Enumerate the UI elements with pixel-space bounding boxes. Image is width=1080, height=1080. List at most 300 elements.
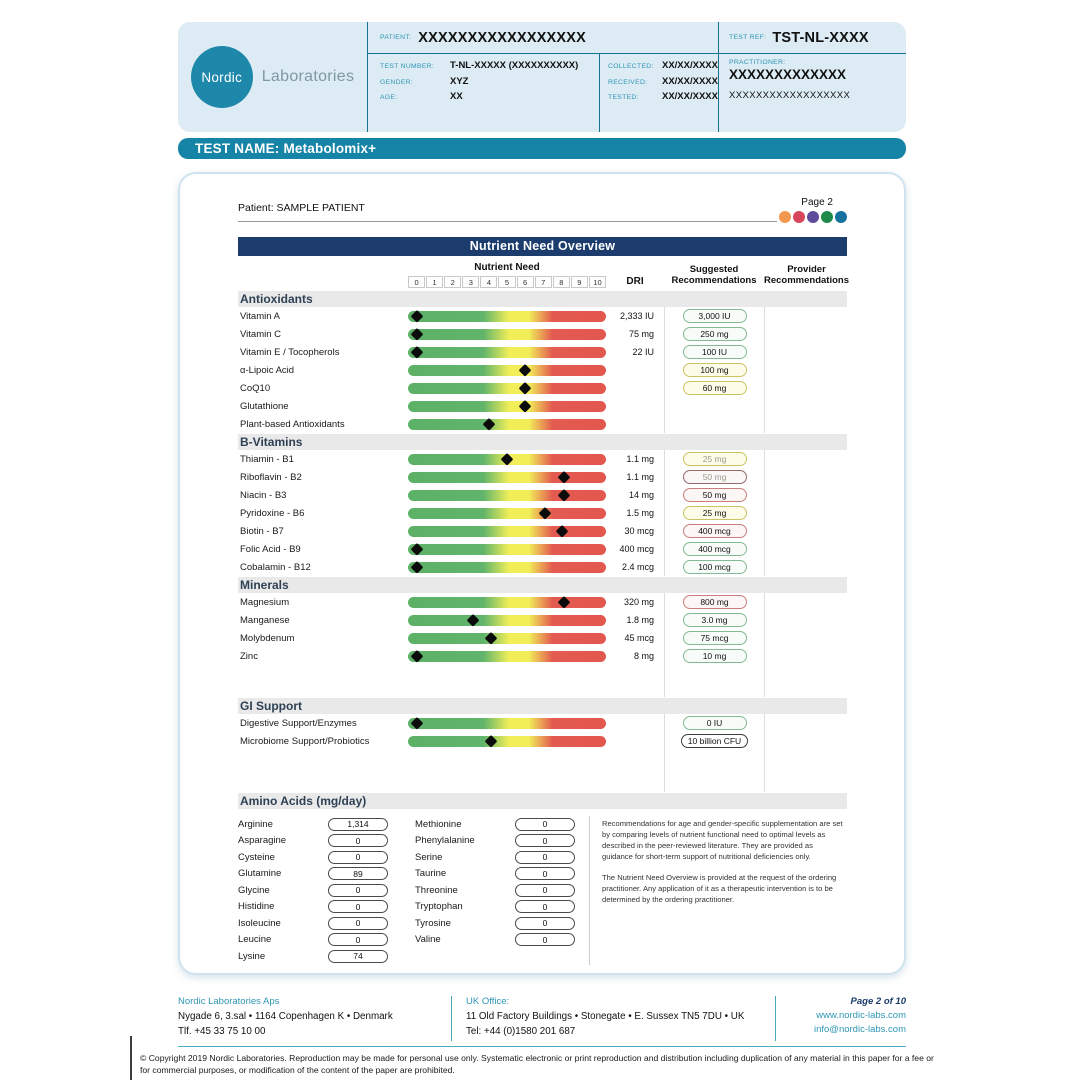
amino-row <box>238 899 388 916</box>
nutrient-need-bar <box>408 468 606 486</box>
nutrient-need-bar <box>408 504 606 522</box>
page-dot-icon <box>821 211 833 223</box>
suggested-recommendation-cell <box>664 504 764 522</box>
nutrient-name: Molybdenum <box>240 632 295 644</box>
suggested-recommendation-cell <box>664 379 764 397</box>
nutrient-row <box>238 450 847 468</box>
suggested-recommendation-cell <box>664 325 764 343</box>
page-dot-icon <box>835 211 847 223</box>
dri-value: 400 mcg <box>619 544 654 554</box>
need-gradient-bar <box>408 508 606 519</box>
copyright-text: © Copyright 2019 Nordic Laboratories. Reproduction may be made for personal use only. Systematic electronic or print reproduction and distribution including duplication of any material in this paper for a fee or for commercial purposes, or modification of the content of the paper are prohibited. <box>140 1053 934 1076</box>
suggested-recommendation-cell <box>664 558 764 576</box>
header-field <box>380 76 599 87</box>
test-ref-value: TST-NL-XXXX <box>772 29 869 46</box>
section-gap <box>238 750 847 792</box>
nutrient-name: α-Lipoic Acid <box>240 364 295 376</box>
provider-recommendation-cell <box>764 415 849 433</box>
amino-row <box>238 915 388 932</box>
nutrient-need-bar <box>408 361 606 379</box>
patient-row <box>238 196 847 233</box>
nutrient-need-bar <box>408 379 606 397</box>
suggested-recommendation-cell <box>664 611 764 629</box>
recommendation-pill: 100 mg <box>683 363 747 377</box>
provider-recommendation-cell <box>764 307 849 325</box>
page-dot-icon <box>807 211 819 223</box>
amino-row <box>238 866 388 883</box>
amino-value-pill: 0 <box>515 900 575 913</box>
amino-name: Threonine <box>415 884 458 896</box>
header-field-value: T-NL-XXXXX (XXXXXXXXXX) <box>450 60 579 71</box>
nutrient-need-bar <box>408 415 606 433</box>
scale-tick: 0 <box>408 276 425 288</box>
provider-recommendation-cell <box>764 558 849 576</box>
recommendation-pill: 3.0 mg <box>683 613 747 627</box>
header-field-label: TESTED: <box>608 94 639 101</box>
practitioner-value2: XXXXXXXXXXXXXXXXXX <box>729 90 851 101</box>
suggested-recommendation-cell <box>664 450 764 468</box>
suggested-recommendation-cell <box>664 486 764 504</box>
header-fields-left <box>367 54 599 132</box>
need-gradient-bar <box>408 736 606 747</box>
amino-name: Isoleucine <box>238 917 281 929</box>
amino-row <box>415 915 575 932</box>
amino-name: Taurine <box>415 868 447 880</box>
col-dri: DRI <box>626 276 644 287</box>
footer-links <box>775 996 906 1041</box>
provider-recommendation-cell <box>764 343 849 361</box>
header-info <box>367 22 906 132</box>
footer <box>178 996 906 1041</box>
nutrient-name: Cobalamin - B12 <box>240 561 311 573</box>
recommendation-pill: 50 mg <box>683 470 747 484</box>
patient-field <box>367 22 718 53</box>
header-field-label: TEST NUMBER: <box>380 63 435 70</box>
nutrient-row <box>238 558 847 576</box>
suggested-recommendation-cell <box>664 593 764 611</box>
patient-label: PATIENT: <box>380 34 412 41</box>
recommendation-pill: 75 mcg <box>683 631 747 645</box>
recommendation-pill: 800 mg <box>683 595 747 609</box>
need-gradient-bar <box>408 365 606 376</box>
amino-value-pill: 0 <box>515 933 575 946</box>
nutrient-row <box>238 714 847 732</box>
nutrient-need-bar <box>408 732 606 750</box>
nutrient-need-bar <box>408 647 606 665</box>
patient-rule <box>238 221 777 222</box>
dri-value: 30 mcg <box>624 526 654 536</box>
recommendation-pill: 100 IU <box>683 345 747 359</box>
nutrient-row <box>238 611 847 629</box>
footer-uk-address: 11 Old Factory Buildings • Stonegate • E. Sussex TN5 7DU • UK <box>466 1011 745 1022</box>
nutrient-row <box>238 361 847 379</box>
provider-recommendation-cell <box>764 629 849 647</box>
footer-rule <box>178 1046 906 1047</box>
dri-value: 320 mg <box>623 597 654 607</box>
provider-recommendation-cell <box>764 522 849 540</box>
dri-value <box>606 397 664 415</box>
amino-row <box>238 833 388 850</box>
amino-row <box>415 866 575 883</box>
provider-recommendation-cell <box>764 504 849 522</box>
provider-recommendation-cell <box>764 325 849 343</box>
paper-edge-line <box>130 1036 132 1080</box>
logo-word: Laboratories <box>261 68 355 85</box>
amino-value-pill: 0 <box>515 818 575 831</box>
header-field-value: XX/XX/XXXX <box>662 75 718 87</box>
header-card <box>178 22 906 132</box>
provider-recommendation-cell <box>764 379 849 397</box>
section-header-b-vitamins: B-Vitamins <box>238 434 847 450</box>
provider-recommendation-cell <box>764 397 849 415</box>
amino-name: Histidine <box>238 901 275 913</box>
nutrient-name: Vitamin C <box>240 328 282 340</box>
header-field <box>608 60 718 71</box>
amino-row <box>238 882 388 899</box>
practitioner-value: XXXXXXXXXXXXX <box>729 67 847 82</box>
need-gradient-bar <box>408 615 606 626</box>
nutrient-row <box>238 468 847 486</box>
footer-denmark-office <box>178 996 451 1041</box>
amino-row <box>238 948 388 965</box>
need-gradient-bar <box>408 401 606 412</box>
nutrient-row <box>238 522 847 540</box>
recommendation-pill: 25 mg <box>683 452 747 466</box>
nutrient-row <box>238 343 847 361</box>
amino-note: Recommendations for age and gender-specific supplementation are set by comparing levels of nutrient functional need to optimal levels as described in the peer-reviewed literature. They are provided as guidance for short-term support of nutritional deficiencies only. <box>602 819 843 861</box>
section-gap <box>238 665 847 697</box>
nutrient-need-bar <box>408 714 606 732</box>
scale-tick: 7 <box>535 276 552 288</box>
nutrient-row <box>238 593 847 611</box>
provider-recommendation-cell <box>764 486 849 504</box>
nutrient-need-bar <box>408 307 606 325</box>
scale-tick: 10 <box>589 276 606 288</box>
nutrient-name: Thiamin - B1 <box>240 453 294 465</box>
nutrient-row <box>238 325 847 343</box>
overview-title-bar: Nutrient Need Overview <box>238 237 847 256</box>
sections <box>238 291 847 792</box>
logo-circle-icon <box>191 46 253 108</box>
amino-value-pill: 0 <box>328 834 388 847</box>
amino-name: Asparagine <box>238 835 287 847</box>
dri-value: 1.8 mg <box>626 615 654 625</box>
footer-company-name: Nordic Laboratories Aps <box>178 996 280 1007</box>
scale-tick: 9 <box>571 276 588 288</box>
provider-recommendation-cell <box>764 732 849 750</box>
practitioner-field <box>718 54 906 132</box>
nutrient-need-bar <box>408 629 606 647</box>
amino-value-pill: 0 <box>328 917 388 930</box>
provider-recommendation-cell <box>764 714 849 732</box>
need-gradient-bar <box>408 472 606 483</box>
patient-line: Patient: SAMPLE PATIENT <box>238 202 365 214</box>
nutrient-name: Glutathione <box>240 400 289 412</box>
dri-value <box>606 732 664 750</box>
scale-tick: 2 <box>444 276 461 288</box>
header-field-label: GENDER: <box>380 78 414 86</box>
test-ref-field <box>718 22 906 53</box>
page-dot-icon <box>779 211 791 223</box>
nutrient-row <box>238 486 847 504</box>
footer-dk-address: Nygade 6, 3.sal • 1164 Copenhagen K • Denmark <box>178 1011 393 1022</box>
nutrient-name: Biotin - B7 <box>240 525 284 537</box>
dri-value: 14 mg <box>628 490 654 500</box>
amino-name: Glutamine <box>238 868 282 880</box>
nutrient-name: Zinc <box>240 650 258 662</box>
need-gradient-bar <box>408 347 606 358</box>
provider-recommendation-cell <box>764 611 849 629</box>
suggested-recommendation-cell <box>664 468 764 486</box>
footer-uk-phone: Tel: +44 (0)1580 201 687 <box>466 1026 576 1037</box>
header-field-label: COLLECTED: <box>608 63 654 70</box>
provider-recommendation-cell <box>764 540 849 558</box>
amino-name: Arginine <box>238 818 273 830</box>
recommendation-pill: 3,000 IU <box>683 309 747 323</box>
dri-value <box>606 379 664 397</box>
amino-row <box>415 932 575 949</box>
nutrient-name: Microbiome Support/Probiotics <box>240 735 370 747</box>
suggested-recommendation-cell <box>664 343 764 361</box>
footer-dk-phone: Tlf. +45 33 75 10 00 <box>178 1026 266 1037</box>
amino-row <box>415 882 575 899</box>
dri-value <box>606 415 664 433</box>
nutrient-need-bar <box>408 558 606 576</box>
amino-name: Leucine <box>238 934 272 946</box>
page-label: Page 2 <box>801 197 833 208</box>
col-nutrient-need: Nutrient Need <box>474 262 540 273</box>
header-field-value: XX/XX/XXXX <box>662 91 718 102</box>
nutrient-need-bar <box>408 540 606 558</box>
section-header-gi-support: GI Support <box>238 698 847 714</box>
nutrient-name: Vitamin E / Tocopherols <box>240 346 340 358</box>
nutrient-name: Magnesium <box>240 596 290 608</box>
col-provider: Provider Recommendations <box>764 264 849 287</box>
amino-row <box>238 932 388 949</box>
nutrient-name: Pyridoxine - B6 <box>240 507 305 519</box>
provider-recommendation-cell <box>764 361 849 379</box>
amino-name: Glycine <box>238 884 270 896</box>
amino-name: Tyrosine <box>415 917 451 929</box>
nutrient-row <box>238 307 847 325</box>
suggested-recommendation-cell <box>664 629 764 647</box>
nutrient-name: Digestive Support/Enzymes <box>240 717 357 729</box>
amino-value-pill: 0 <box>515 867 575 880</box>
page-dots <box>779 211 847 223</box>
nordic-laboratories-logo <box>178 22 367 132</box>
dri-value: 2,333 IU <box>619 311 654 321</box>
dri-value: 1.1 mg <box>626 472 654 482</box>
footer-uk-title: UK Office: <box>466 996 510 1007</box>
provider-recommendation-cell <box>764 593 849 611</box>
need-gradient-bar <box>408 526 606 537</box>
need-gradient-bar <box>408 597 606 608</box>
nutrient-need-bar <box>408 343 606 361</box>
recommendation-pill: 60 mg <box>683 381 747 395</box>
need-gradient-bar <box>408 562 606 573</box>
nutrient-need-bar <box>408 486 606 504</box>
need-gradient-bar <box>408 383 606 394</box>
amino-row <box>415 899 575 916</box>
scale-boxes <box>408 276 606 288</box>
suggested-recommendation-cell <box>664 397 764 415</box>
recommendation-pill: 0 IU <box>683 716 747 730</box>
nutrient-need-bar <box>408 522 606 540</box>
test-name-bar: TEST NAME: Metabolomix+ <box>178 138 906 159</box>
suggested-recommendation-cell <box>664 415 764 433</box>
amino-row <box>415 849 575 866</box>
nutrient-row <box>238 540 847 558</box>
suggested-recommendation-cell <box>664 540 764 558</box>
nutrient-row <box>238 415 847 433</box>
amino-row <box>415 833 575 850</box>
amino-value-pill: 74 <box>328 950 388 963</box>
nutrient-need-bar <box>408 611 606 629</box>
need-gradient-bar <box>408 718 606 729</box>
nutrient-row <box>238 647 847 665</box>
dri-value: 75 mg <box>628 329 654 339</box>
page-dot-icon <box>793 211 805 223</box>
nutrient-row <box>238 629 847 647</box>
scale-tick: 3 <box>462 276 479 288</box>
dri-value: 8 mg <box>633 651 654 661</box>
amino-row <box>238 849 388 866</box>
dri-value: 2.4 mcg <box>621 562 654 572</box>
section-header-antioxidants: Antioxidants <box>238 291 847 307</box>
provider-recommendation-cell <box>764 468 849 486</box>
amino-value-pill: 0 <box>328 933 388 946</box>
nutrient-need-bar <box>408 397 606 415</box>
need-gradient-bar <box>408 651 606 662</box>
recommendation-pill: 400 mcg <box>683 542 747 556</box>
suggested-recommendation-cell <box>664 714 764 732</box>
scale-tick: 5 <box>498 276 515 288</box>
need-gradient-bar <box>408 544 606 555</box>
amino-value-pill: 0 <box>515 834 575 847</box>
amino-col-2 <box>415 816 575 965</box>
suggested-recommendation-cell <box>664 522 764 540</box>
header-field-value: XX/XX/XXXX <box>662 60 718 71</box>
recommendation-pill: 10 mg <box>683 649 747 663</box>
section-header-minerals: Minerals <box>238 577 847 593</box>
patient-value: XXXXXXXXXXXXXXXXX <box>418 29 587 46</box>
amino-value-pill: 0 <box>328 851 388 864</box>
footer-uk-office <box>451 996 775 1041</box>
header-field-value: XYZ <box>450 75 469 87</box>
amino-value-pill: 89 <box>328 867 388 880</box>
scale-tick: 8 <box>553 276 570 288</box>
nutrient-name: Manganese <box>240 614 290 626</box>
nutrient-name: Vitamin A <box>240 310 280 322</box>
need-gradient-bar <box>408 490 606 501</box>
test-ref-label: TEST REF: <box>729 34 767 41</box>
amino-acids-area <box>238 816 847 965</box>
practitioner-label: PRACTITIONER: <box>729 59 786 66</box>
suggested-recommendation-cell <box>664 307 764 325</box>
amino-name: Methionine <box>415 818 462 830</box>
nutrient-name: Riboflavin - B2 <box>240 471 302 483</box>
header-field <box>380 60 599 71</box>
amino-name: Phenylalanine <box>415 835 475 847</box>
amino-name: Serine <box>415 851 443 863</box>
scale-tick: 1 <box>426 276 443 288</box>
recommendation-pill: 250 mg <box>683 327 747 341</box>
recommendation-pill: 100 mcg <box>683 560 747 574</box>
provider-recommendation-cell <box>764 450 849 468</box>
recommendation-pill: 25 mg <box>683 506 747 520</box>
nutrient-need-bar <box>408 450 606 468</box>
amino-value-pill: 1,314 <box>328 818 388 831</box>
amino-name: Lysine <box>238 950 266 962</box>
suggested-recommendation-cell <box>664 732 764 750</box>
amino-value-pill: 0 <box>328 884 388 897</box>
amino-name: Tryptophan <box>415 901 463 913</box>
nutrient-name: CoQ10 <box>240 382 271 394</box>
recommendation-notes <box>589 816 847 965</box>
need-gradient-bar <box>408 419 606 430</box>
header-field <box>608 76 718 87</box>
column-headers <box>238 256 847 290</box>
dri-value: 1.5 mg <box>626 508 654 518</box>
nutrient-name: Niacin - B3 <box>240 489 287 501</box>
nutrient-row <box>238 397 847 415</box>
section-header-amino-acids: Amino Acids (mg/day) <box>238 793 847 809</box>
header-field-label: AGE: <box>380 94 398 101</box>
nutrient-row <box>238 379 847 397</box>
provider-recommendation-cell <box>764 647 849 665</box>
dri-value <box>606 714 664 732</box>
col-suggested: Suggested Recommendations <box>671 264 757 287</box>
scale-tick: 4 <box>480 276 497 288</box>
dri-value <box>606 361 664 379</box>
logo-circle-text: Nordic <box>201 69 243 85</box>
header-field <box>608 91 718 102</box>
page-of-label: Page 2 of 10 <box>850 996 906 1007</box>
nutrient-need-bar <box>408 325 606 343</box>
need-gradient-bar <box>408 329 606 340</box>
nutrient-row <box>238 732 847 750</box>
nutrient-name: Plant-based Antioxidants <box>240 418 345 430</box>
recommendation-pill: 400 mcg <box>683 524 747 538</box>
amino-value-pill: 0 <box>328 900 388 913</box>
header-field-value: XX <box>450 91 463 102</box>
header-fields-mid <box>599 54 718 132</box>
report-card <box>178 172 906 975</box>
amino-col-1 <box>238 816 388 965</box>
amino-value-pill: 0 <box>515 851 575 864</box>
dri-value: 1.1 mg <box>626 454 654 464</box>
amino-row <box>238 816 388 833</box>
recommendation-pill: 10 billion CFU <box>681 734 748 748</box>
suggested-recommendation-cell <box>664 361 764 379</box>
scale-tick: 6 <box>517 276 534 288</box>
header-field-label: RECEIVED: <box>608 78 648 86</box>
dri-value: 45 mcg <box>624 633 654 643</box>
header-field <box>380 91 599 102</box>
suggested-recommendation-cell <box>664 647 764 665</box>
need-gradient-bar <box>408 311 606 322</box>
recommendation-pill: 50 mg <box>683 488 747 502</box>
amino-row <box>415 816 575 833</box>
amino-note: The Nutrient Need Overview is provided at the request of the ordering practitioner. Any application of it as a therapeutic intervention is to be determined by the ordering practitioner. <box>602 873 837 904</box>
need-gradient-bar <box>408 633 606 644</box>
dri-value: 22 IU <box>632 347 654 357</box>
email-link[interactable]: info@nordic-labs.com <box>813 1024 906 1035</box>
nutrient-row <box>238 504 847 522</box>
nutrient-name: Folic Acid - B9 <box>240 543 301 555</box>
website-link[interactable]: www.nordic-labs.com <box>816 1010 906 1021</box>
amino-name: Cysteine <box>238 851 275 863</box>
